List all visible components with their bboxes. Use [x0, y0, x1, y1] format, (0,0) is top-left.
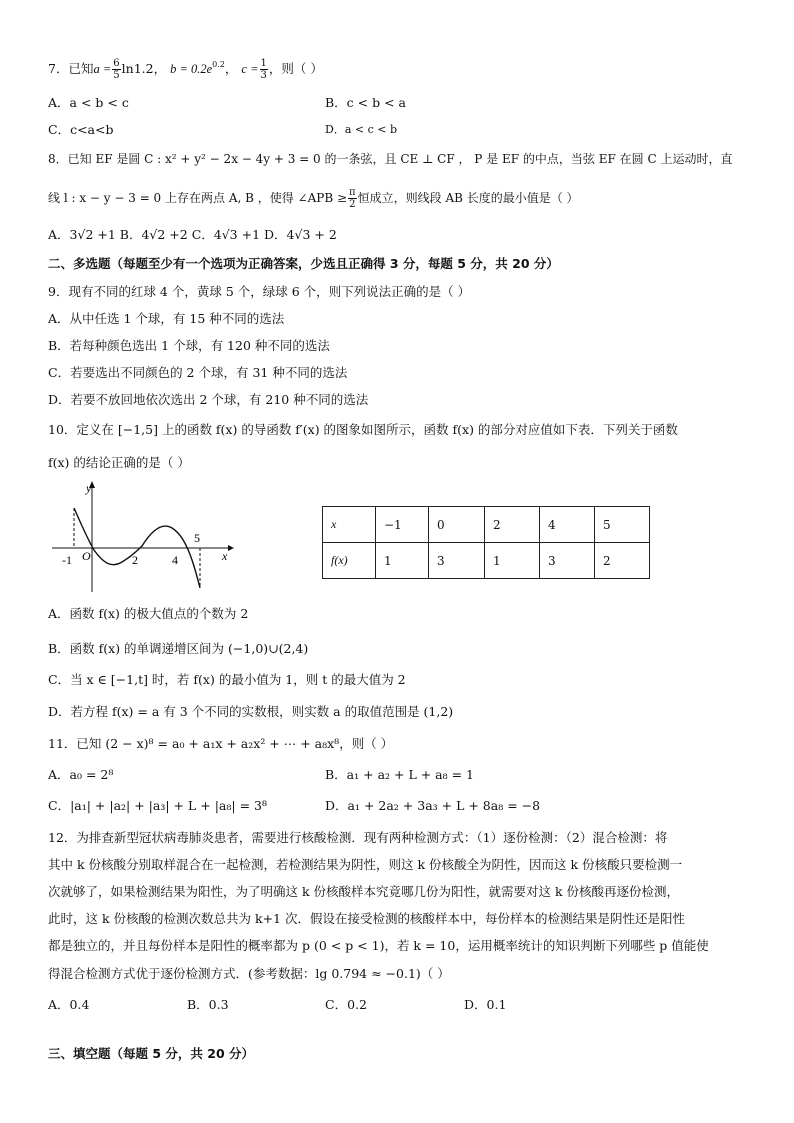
q12-line: 得混合检测方式优于逐份检测方式．(参考数据：lg 0.794 ≈ −0.1)（ ） [48, 966, 450, 981]
table-cell: 1 [485, 543, 540, 579]
table-cell: −1 [376, 507, 429, 543]
q10-option-c: C．当 x ∈ [−1,t] 时，若 f(x) 的最小值为 1，则 t 的最大值为 2 [48, 672, 406, 687]
q8-options: A．3√2 +1 B．4√2 +2 C．4√3 +1 D．4√3 + 2 [48, 227, 337, 242]
q12-line: 12．为排查新型冠状病毒肺炎患者，需要进行核酸检测．现有两种检测方式：（1）逐份检测：（2）混合检测：将 [48, 830, 668, 845]
q7-frac-a [112, 58, 120, 81]
table-row [323, 543, 650, 579]
q7-prefix: 7．已知 [48, 61, 94, 76]
q7-frac-c [260, 58, 268, 81]
q12-option-c: C．0.2 [325, 997, 367, 1012]
origin-label: O [82, 549, 91, 563]
q10-option-a: A．函数 f(x) 的极大值点的个数为 2 [48, 606, 249, 621]
tick-5: 5 [194, 531, 200, 545]
table-cell: 4 [540, 507, 595, 543]
q10-line1: 10．定义在 [−1,5] 上的函数 f(x) 的导函数 f′(x) 的图象如图所示，函数 f(x) 的部分对应值如下表．下列关于函数 [48, 422, 678, 437]
q10-option-d: D．若方程 f(x) = a 有 3 个不同的实数根，则实数 a 的取值范围是 (1,2) [48, 704, 454, 719]
q9-option-b: B．若每种颜色选出 1 个球，有 120 种不同的选法 [48, 338, 330, 353]
q7-suffix: ，则（ ） [268, 61, 323, 76]
q9-option-a: A．从中任选 1 个球，有 15 种不同的选法 [48, 311, 285, 326]
q7-frac-a-den: 5 [113, 70, 120, 81]
q9-option-c: C．若要选出不同颜色的 2 个球，有 31 种不同的选法 [48, 365, 348, 380]
q12-option-a: A．0.4 [48, 997, 90, 1012]
q10-option-b: B．函数 f(x) 的单调递增区间为 (−1,0)∪(2,4) [48, 641, 309, 656]
y-label: y [86, 481, 92, 495]
x-axis-arrow [228, 545, 234, 551]
table-cell: 3 [540, 543, 595, 579]
q7-option-d: D．a < c < b [325, 123, 397, 136]
q7-stem [48, 58, 323, 81]
q11-option-d: D．a₁ + 2a₂ + 3a₃ + L + 8a₈ = −8 [325, 798, 541, 813]
q7-option-b: B．c < b < a [325, 95, 406, 110]
section-2-heading: 二、多选题（每题至少有一个选项为正确答案，少选且正确得 3 分，每题 5 分，共 20 分） [48, 256, 559, 271]
table-cell: 5 [595, 507, 650, 543]
value-table [322, 506, 650, 579]
derivative-graph [48, 478, 238, 596]
q7-b-exp: 0.2 [212, 60, 225, 69]
q12-line: 都是独立的，并且每份样本是阳性的概率都为 p (0 < p < 1)，若 k = 10，运用概率统计的知识判断下列哪些 p 值能使 [48, 938, 709, 953]
q11-option-b: B．a₁ + a₂ + L + a₈ = 1 [325, 767, 475, 782]
section-3-heading: 三、填空题（每题 5 分，共 20 分） [48, 1046, 255, 1061]
table-cell: 3 [429, 543, 485, 579]
q8-frac [348, 187, 357, 210]
q7-frac-c-den: 3 [260, 70, 267, 81]
q12-line: 次就够了，如果检测结果为阳性，为了明确这 k 份核酸样本究竟哪几份为阳性，就需要对这 k 份核酸再逐份检测， [48, 884, 680, 899]
q7-b-sep: ， [224, 61, 238, 76]
table-cell: f(x) [323, 543, 376, 579]
tick-2: 2 [132, 553, 138, 567]
q8-frac-num: π [349, 187, 356, 198]
q8-line2-a: 线 l : x − y − 3 = 0 上存在两点 A, B ，使得 ∠APB ≥ [48, 191, 348, 205]
q11-option-c: C．|a₁| + |a₂| + |a₃| + L + |a₈| = 3⁸ [48, 798, 267, 813]
q7-option-c: C．c<a<b [48, 122, 114, 137]
q7-option-a: A．a < b < c [48, 95, 129, 110]
q8-line2 [48, 187, 579, 210]
q7-frac-c-num: 1 [260, 58, 267, 69]
q8-line1: 8．已知 EF 是圆 C : x² + y² − 2x − 4y + 3 = 0 的一条弦，且 CE ⊥ CF ， P 是 EF 的中点，当弦 EF 在圆 C 上运动时，直 [48, 152, 733, 166]
table-cell: 0 [429, 507, 485, 543]
table-cell: 2 [485, 507, 540, 543]
q7-b-eq: b = 0.2e [170, 62, 213, 76]
table-cell: 2 [595, 543, 650, 579]
q7-a-rest: ln1.2， [121, 61, 167, 76]
q12-option-d: D．0.1 [464, 997, 507, 1012]
table-cell: x [323, 507, 376, 543]
q12-line: 其中 k 份核酸分别取样混合在一起检测，若检测结果为阴性，则这 k 份核酸全为阴性，因而这 k 份核酸只要检测一 [48, 857, 683, 872]
tick-neg1: -1 [62, 553, 72, 567]
q11-option-a: A．a₀ = 2⁸ [48, 767, 114, 782]
q9-stem: 9．现有不同的红球 4 个，黄球 5 个，绿球 6 个，则下列说法正确的是（ ） [48, 284, 471, 299]
q11-stem: 11．已知 (2 − x)⁸ = a₀ + a₁x + a₂x² + ⋯ + a₈x⁸，则（ ） [48, 736, 394, 751]
q12-line: 此时，这 k 份核酸的检测次数总共为 k+1 次．假设在接受检测的核酸样本中，每份样本的检测结果是阴性还是阳性 [48, 911, 685, 926]
table-row [323, 507, 650, 543]
q12-option-b: B．0.3 [187, 997, 229, 1012]
q8-frac-den: 2 [349, 199, 356, 210]
tick-4: 4 [172, 553, 178, 567]
q7-a-eq: a = [93, 62, 112, 76]
q7-frac-a-num: 6 [113, 58, 120, 69]
table-cell: 1 [376, 543, 429, 579]
q10-line2: f(x) 的结论正确的是（ ） [48, 455, 190, 470]
x-label: x [222, 549, 228, 563]
q8-line2-b: 恒成立，则线段 AB 长度的最小值是（ ） [357, 191, 579, 205]
q9-option-d: D．若要不放回地依次选出 2 个球，有 210 种不同的选法 [48, 392, 369, 407]
q7-c-eq: c = [241, 62, 259, 76]
